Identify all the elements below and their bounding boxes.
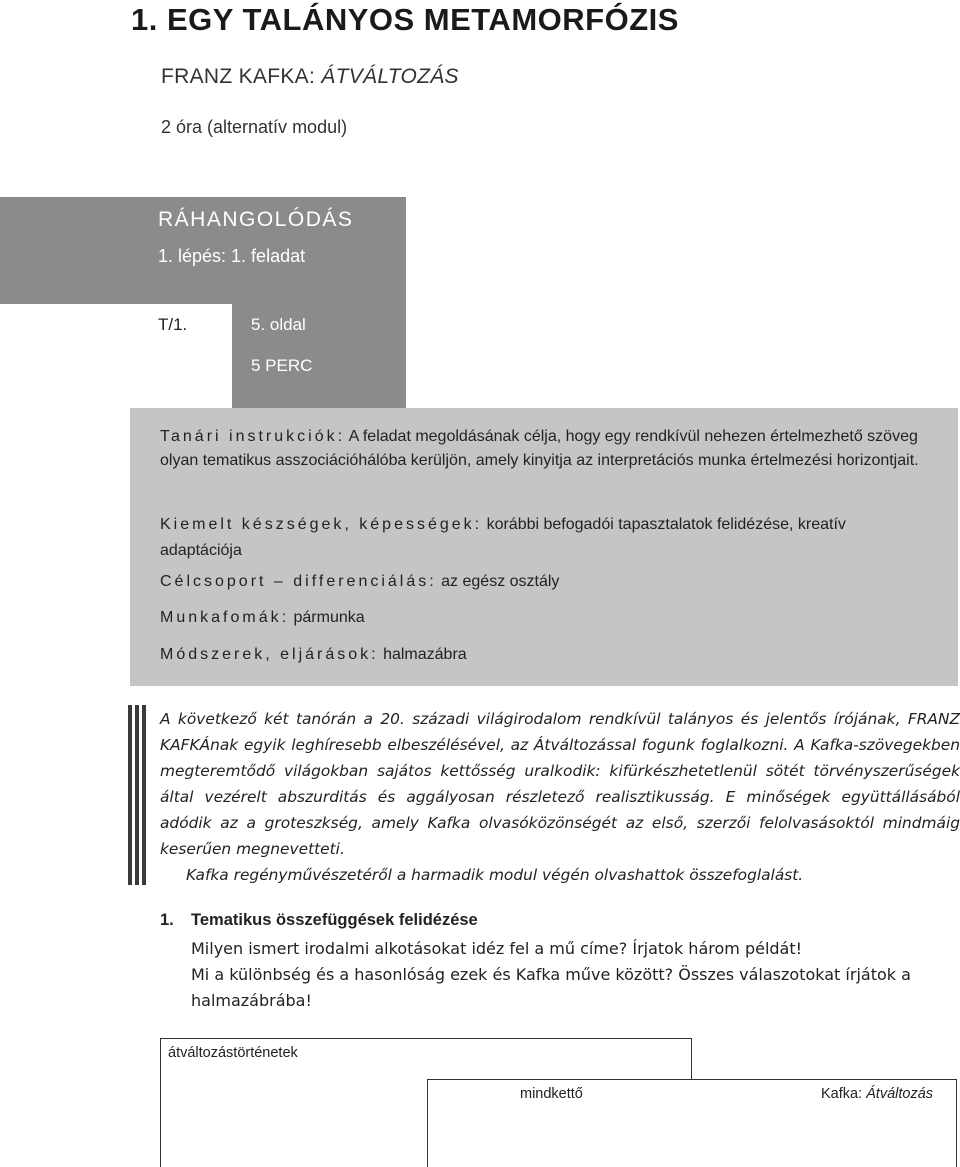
margin-bar <box>128 705 132 885</box>
subtitle-author: FRANZ KAFKA: <box>161 65 322 88</box>
work-label: Munkafomák: <box>160 609 290 626</box>
set-right-label-work: Átváltozás <box>866 1086 934 1102</box>
margin-bar <box>142 705 146 885</box>
page-reference: 5. oldal <box>251 315 306 334</box>
intro-text <box>160 706 960 888</box>
skills-text: korábbi befogadói tapasztalatok felidézése, kreatív adaptációja <box>160 516 846 559</box>
step-heading: RÁHANGOLÓDÁS <box>158 208 354 231</box>
teacher-instructions <box>160 425 932 473</box>
set-right-label-prefix: Kafka: <box>821 1086 867 1102</box>
task-code: T/1. <box>158 315 188 334</box>
work-forms <box>160 609 365 627</box>
target-label: Célcsoport – differenciálás: <box>160 573 437 590</box>
task-line: Mi a különbség és a hasonlóság ezek és Kafka műve között? Összes válaszotokat írjátok a halmazábrába! <box>191 965 911 1010</box>
task-body <box>191 936 959 1014</box>
task-line: Milyen ismert irodalmi alkotásokat idéz fel a mű címe? Írjatok három példát! <box>191 939 803 958</box>
method-text: halmazábra <box>378 646 467 663</box>
set-intersection-label: mindkettő <box>520 1086 583 1102</box>
set-left-label: átváltozástörténetek <box>168 1045 298 1061</box>
key-skills <box>160 512 932 564</box>
intro-paragraph: Kafka regényművészetéről a harmadik modul végén olvashattok összefoglalást. <box>186 866 804 884</box>
subtitle-work: ÁTVÁLTOZÁS <box>321 65 459 88</box>
subtitle <box>161 65 459 89</box>
work-text: pármunka <box>289 609 365 626</box>
target-text: az egész osztály <box>436 573 560 590</box>
skills-label: Kiemelt készségek, képességek: <box>160 516 483 533</box>
methods <box>160 646 467 664</box>
time-label: 5 PERC <box>251 356 313 375</box>
instructions-label: Tanári instrukciók: <box>160 428 346 445</box>
task-number: 1. <box>160 911 174 929</box>
target-group <box>160 573 559 591</box>
method-label: Módszerek, eljárások: <box>160 646 379 663</box>
step-label: 1. lépés: 1. feladat <box>158 246 306 266</box>
task-heading: Tematikus összefüggések felidézése <box>191 911 478 929</box>
set-right-label <box>821 1086 933 1102</box>
page-title: 1. EGY TALÁNYOS METAMORFÓZIS <box>131 2 679 37</box>
margin-bar <box>135 705 139 885</box>
instructions-text: A feladat megoldásának célja, hogy egy rendkívül nehezen értelmezhető szöveg olyan tematikus asszociációhálóba kerüljön, amely kinyitja az interpretációs munka értelmezési horizontjait. <box>160 428 919 469</box>
duration-text: 2 óra (alternatív modul) <box>161 117 348 137</box>
intro-paragraph: A következő két tanórán a 20. századi világirodalom rendkívül talányos és jelentős írójának, FRANZ KAFKÁnak egyik leghíresebb elbeszélésével, az Átváltozással fogunk foglalkozni. A Kafka-szövegekben megteremtődő világokban sajátos kettősség uralkodik: kifürkészhetetlenül sötét törvényszerűségek által vezérelt abszurditás és aggályosan részletező realisztikusság. E minőségek együttállásából adódik az a groteszkség, amely Kafka olvasóközönségét az első, szerzői felolvasásoktól mindmáig keserűen megnevetteti. <box>160 710 960 858</box>
